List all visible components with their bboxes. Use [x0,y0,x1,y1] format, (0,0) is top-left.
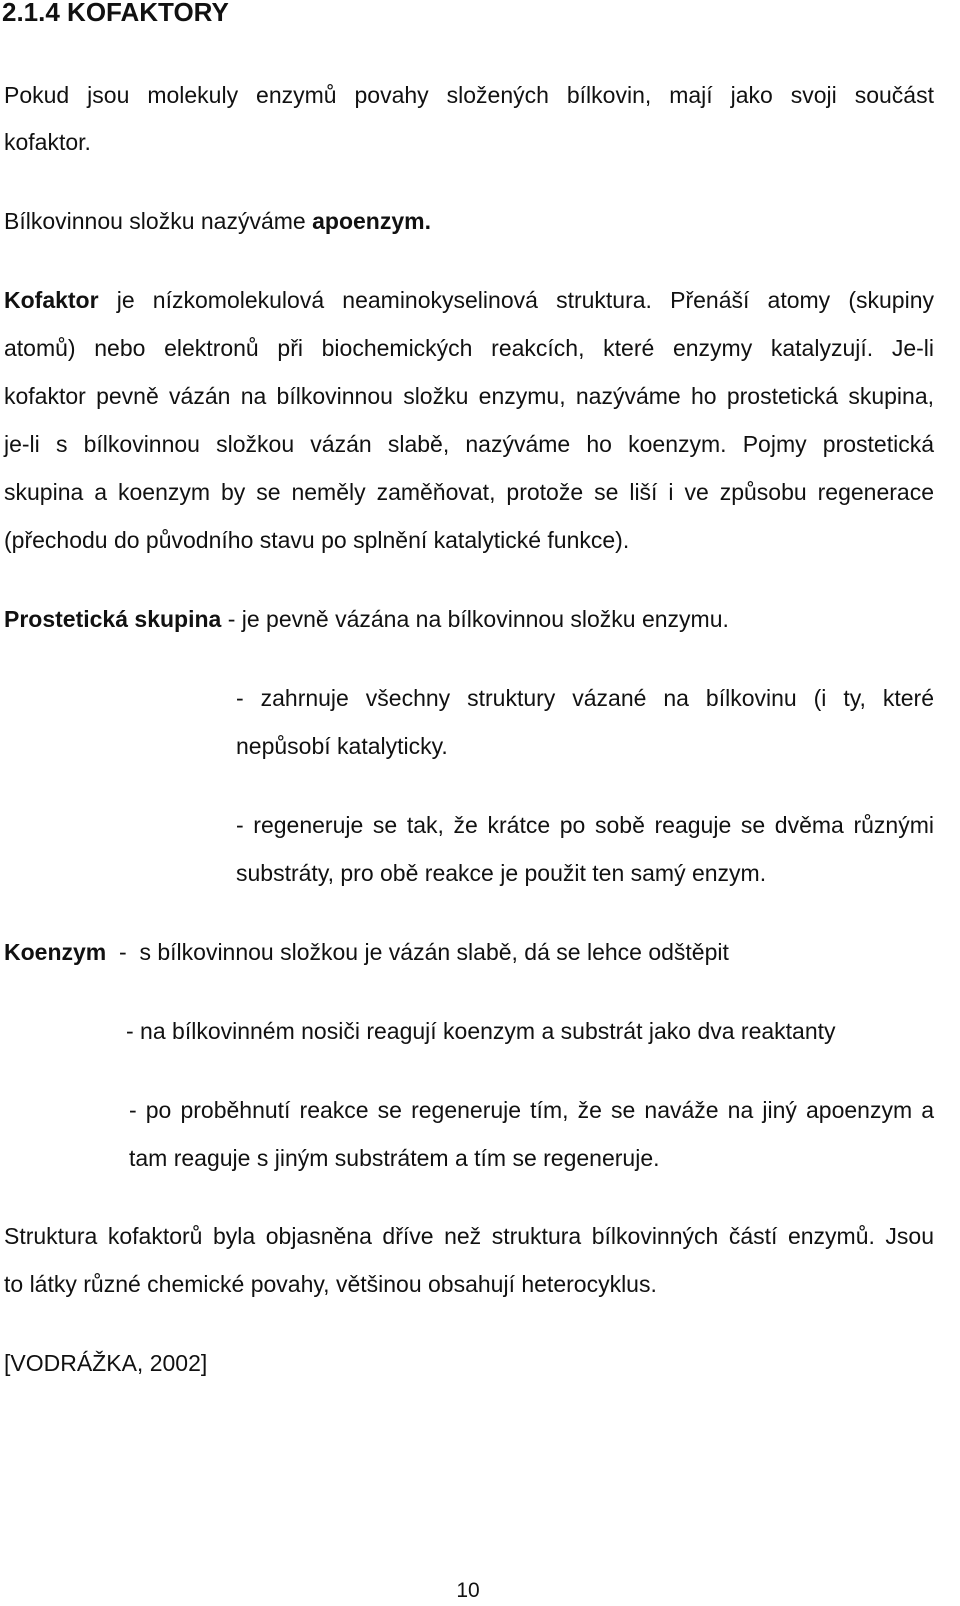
apoenzym-paragraph [4,206,934,236]
kofaktor-line-6: (přechodu do původního stavu po splnění katalytické funkce). [4,527,630,553]
page-number: 10 [456,1579,480,1602]
struktura-line-1: Struktura kofaktorů byla objasněna dříve než struktura bílkovinných částí enzymů. Jsou [4,1223,934,1249]
prostheticka-text: - je pevně vázána na bílkovinnou složku enzymu. [221,606,729,632]
kofaktor-line-3: kofaktor pevně vázán na bílkovinnou složku enzymu, nazýváme ho prostetická skupina, [4,383,934,409]
prostheticka-point-2-line-1: - regeneruje se tak, že krátce po sobě reaguje se dvěma různými [236,812,934,838]
apoenzym-term: apoenzym. [312,208,431,234]
prostheticka-point-1-line-1: - zahrnuje všechny struktury vázané na bílkovinu (i ty, které [236,685,934,711]
kofaktor-line-1 [4,285,934,315]
struktura-line-2: to látky různé chemické povahy, většinou obsahují heterocyklus. [4,1271,657,1297]
koenzym-term: Koenzym [4,939,107,965]
kofaktor-term: Kofaktor [4,287,99,313]
kofaktor-line-4: je-li s bílkovinnou složkou vázán slabě, nazýváme ho koenzym. Pojmy prostetická [4,431,934,457]
prostheticka-point-1-line-2: nepůsobí katalyticky. [236,733,448,759]
apoenzym-text: Bílkovinnou složku nazýváme [4,208,313,234]
kofaktor-line-1-text: je nízkomolekulová neaminokyselinová struktura. Přenáší atomy (skupiny [98,287,934,313]
koenzym-paragraph [4,937,934,967]
citation: [VODRÁŽKA, 2002] [4,1350,208,1376]
prostheticka-term: Prostetická skupina [4,606,222,632]
koenzym-point-2-line-2: tam reaguje s jiným substrátem a tím se regeneruje. [129,1145,660,1171]
prostheticka-point-2-line-2: substráty, pro obě reakce je použit ten samý enzym. [236,860,767,886]
section-heading: 2.1.4 KOFAKTORY [2,0,229,27]
intro-line-2: kofaktor. [4,129,91,155]
kofaktor-line-5: skupina a koenzym by se neměly zaměňovat, protože se liší i ve způsobu regenerace [4,479,934,505]
prostheticka-paragraph [4,604,934,634]
koenzym-point-1: - na bílkovinném nosiči reagují koenzym a substrát jako dva reaktanty [126,1018,836,1044]
koenzym-point-2-line-1: - po proběhnutí reakce se regeneruje tím, že se naváže na jiný apoenzym a [129,1097,934,1123]
intro-line-1: Pokud jsou molekuly enzymů povahy složených bílkovin, mají jako svoji součást [4,82,934,108]
kofaktor-line-2: atomů) nebo elektronů při biochemických reakcích, které enzymy katalyzují. Je-li [4,335,934,361]
koenzym-text: - s bílkovinnou složkou je vázán slabě, dá se lehce odštěpit [106,939,729,965]
